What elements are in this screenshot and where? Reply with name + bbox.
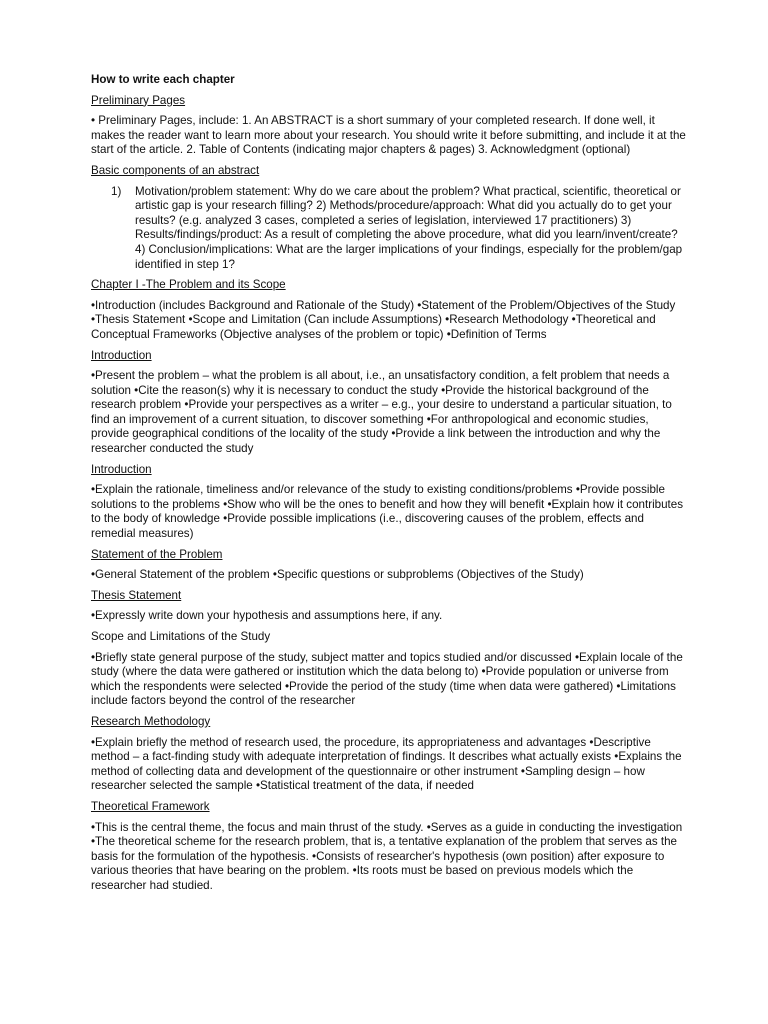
section-text-theoretical-framework: •This is the central theme, the focus and main thrust of the study. •Serves as a guide in conducting the investigation •The theoretical scheme for the research problem, that is, a tentative explanation of the problem that serves as the basis for the formulation of the hypothesis. •Consists of researcher's hypothesis (own position) after exposure to various theories that have bearing on the problem. •Its roots must be based on previous models which the researcher had studied.: [91, 820, 683, 892]
section-heading-statement-of-problem: Statement of the Problem: [91, 547, 223, 561]
section-heading-chapter-one: Chapter I -The Problem and its Scope: [91, 278, 286, 292]
section-heading-introduction: Introduction: [91, 348, 152, 362]
section-heading-theoretical-framework: Theoretical Framework: [91, 799, 210, 813]
list-item-number: 1): [111, 184, 122, 198]
section-text-introduction: •Present the problem – what the problem is all about, i.e., an unsatisfactory condition, a felt problem that needs a solution •Cite the reason(s) why it is necessary to conduct the study •Provide the historical background of the research problem •Provide your perspectives as a writer – e.g., your desire to understand a particular situation, to find an improvement of a current situation, to discover something •For anthropological and economic studies, provide geographical conditions of the locality of the study •Provide a link between the introduction and why the researcher conducted the study: [91, 369, 672, 456]
section-text-preliminary-pages: • Preliminary Pages, include: 1. An ABSTRACT is a short summary of your completed research. If done well, it makes the reader want to learn more about your research. You should write it before submitting, and include it at the start of the article. 2. Table of Contents (indicating major chapters & pages) 3. Acknowledgment (optional): [91, 114, 686, 157]
section-text-chapter-one: •Introduction (includes Background and Rationale of the Study) •Statement of the Problem/Objectives of the Study •Thesis Statement •Scope and Limitation (Can include Assumptions) •Research Methodology •Theoretical and Conceptual Frameworks (Objective analyses of the problem or topic) •Definition of Terms: [91, 298, 676, 341]
section-text-statement-of-problem: •General Statement of the problem •Specific questions or subproblems (Objectives of the Study): [91, 568, 584, 582]
section-text-abstract-components: Motivation/problem statement: Why do we care about the problem? What practical, scientific, theoretical or artistic gap is your research filling? 2) Methods/procedure/approach: What did you actually do to get your results? (e.g. analyzed 3 cases, completed a series of legislation, interviewed 17 practitioners) 3) Results/findings/product: As a result of completing the above procedure, what did you learn/invent/create? 4) Conclusion/implications: What are the larger implications of your findings, especially for the problem/gap identified in step 1?: [135, 184, 683, 271]
section-text-introduction-second: •Explain the rationale, timeliness and/or relevance of the study to existing conditions/problems •Provide possible solutions to the problems •Show who will be the ones to benefit and how they will benefit •Explain how it contributes to the body of knowledge •Provide possible implications (i.e., discovering causes of the problem, effects and remedial measures): [91, 483, 684, 541]
document-title: How to write each chapter: [91, 73, 235, 86]
section-heading-abstract-components: Basic components of an abstract: [91, 163, 260, 177]
section-heading-introduction-second: Introduction: [91, 462, 152, 476]
section-text-scope-limitations: •Briefly state general purpose of the study, subject matter and topics studied and/or discussed •Explain locale of the study (where the data were gathered or institution which the data belong to) •Provide population or universe from which the respondents were selected •Provide the period of the study (time when data were gathered) •Limitations include factors beyond the control of the researcher: [91, 650, 683, 708]
section-text-thesis-statement: •Expressly write down your hypothesis and assumptions here, if any.: [91, 609, 443, 623]
section-heading-scope-limitations: Scope and Limitations of the Study: [91, 630, 271, 643]
section-heading-preliminary-pages: Preliminary Pages: [91, 93, 186, 107]
section-heading-research-methodology: Research Methodology: [91, 714, 211, 728]
numbered-list-item: [91, 185, 688, 273]
section-heading-thesis-statement: Thesis Statement: [91, 588, 182, 602]
section-text-research-methodology: •Explain briefly the method of research used, the procedure, its appropriateness and advantages •Descriptive method – a fact-finding study with adequate interpretation of findings. It describes what actually exists •Explains the method of collecting data and development of the questionnaire or other instrument •Sampling design – how researcher selected the sample •Statistical treatment of the data, if needed: [91, 735, 682, 793]
